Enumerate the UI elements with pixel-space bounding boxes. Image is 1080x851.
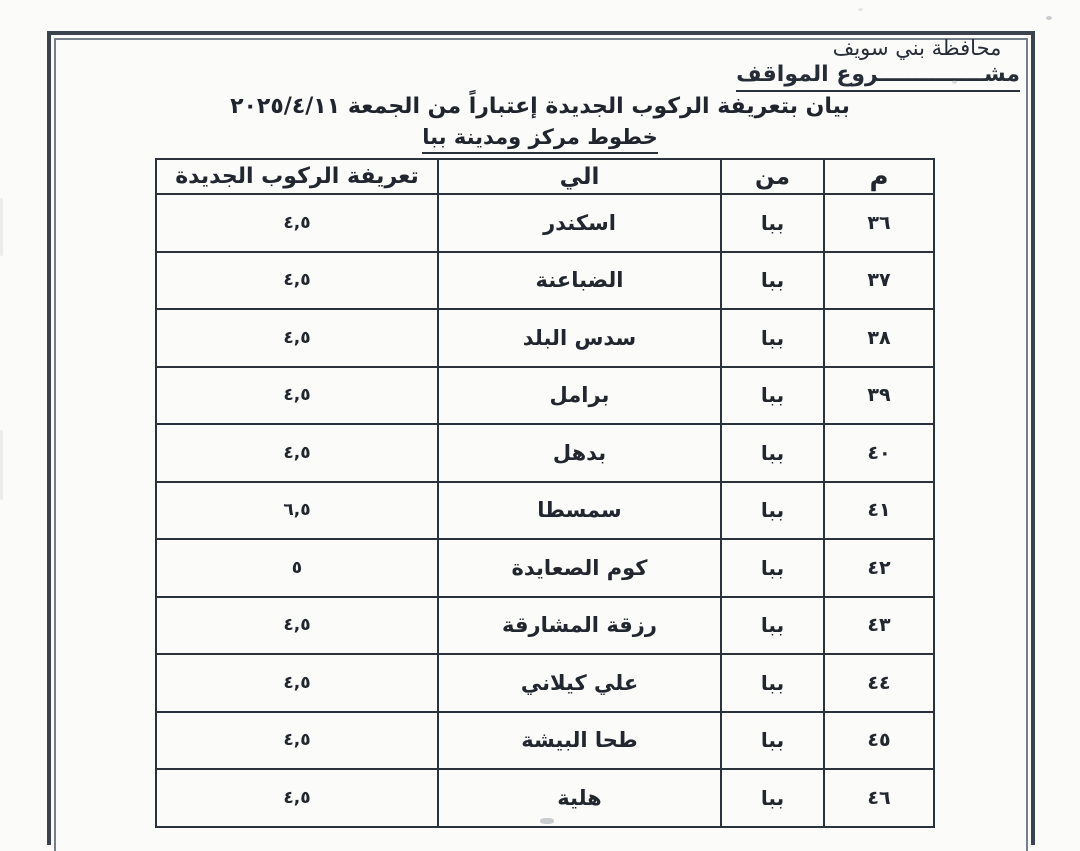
table-row bbox=[156, 252, 934, 310]
header-number: م bbox=[824, 159, 934, 194]
route-number: ٣٩ bbox=[824, 367, 934, 425]
route-to: اسكندر bbox=[438, 194, 721, 252]
route-to: الضباعنة bbox=[438, 252, 721, 310]
document-subtitle-wrap bbox=[0, 125, 1080, 154]
route-from: ببا bbox=[721, 194, 824, 252]
route-fare: ٤,٥ bbox=[156, 367, 438, 425]
route-to: سدس البلد bbox=[438, 309, 721, 367]
route-number: ٤٠ bbox=[824, 424, 934, 482]
route-fare: ٤,٥ bbox=[156, 252, 438, 310]
table-row bbox=[156, 712, 934, 770]
route-number: ٤٥ bbox=[824, 712, 934, 770]
scan-speck bbox=[858, 8, 863, 11]
header-from: من bbox=[721, 159, 824, 194]
table-row bbox=[156, 194, 934, 252]
route-fare: ٥ bbox=[156, 539, 438, 597]
route-fare: ٤,٥ bbox=[156, 309, 438, 367]
route-fare: ٤,٥ bbox=[156, 769, 438, 827]
letterhead-governorate: محافظة بني سويف bbox=[832, 36, 1002, 60]
table-header-row bbox=[156, 159, 934, 194]
table-row bbox=[156, 482, 934, 540]
header-to: الي bbox=[438, 159, 721, 194]
table-row bbox=[156, 309, 934, 367]
route-fare: ٤,٥ bbox=[156, 712, 438, 770]
route-from: ببا bbox=[721, 769, 824, 827]
table-row bbox=[156, 367, 934, 425]
route-from: ببا bbox=[721, 539, 824, 597]
route-number: ٣٧ bbox=[824, 252, 934, 310]
route-fare: ٤,٥ bbox=[156, 654, 438, 712]
route-number: ٣٨ bbox=[824, 309, 934, 367]
route-fare: ٤,٥ bbox=[156, 597, 438, 655]
route-number: ٣٦ bbox=[824, 194, 934, 252]
route-to: سمسطا bbox=[438, 482, 721, 540]
table-row bbox=[156, 597, 934, 655]
route-from: ببا bbox=[721, 597, 824, 655]
scan-speck bbox=[540, 818, 554, 824]
route-to: كوم الصعايدة bbox=[438, 539, 721, 597]
header-new-fare: تعريفة الركوب الجديدة bbox=[156, 159, 438, 194]
route-from: ببا bbox=[721, 654, 824, 712]
route-fare: ٤,٥ bbox=[156, 194, 438, 252]
table-row bbox=[156, 654, 934, 712]
route-to: طحا البيشة bbox=[438, 712, 721, 770]
scan-speck bbox=[0, 430, 3, 500]
route-from: ببا bbox=[721, 367, 824, 425]
table-row bbox=[156, 424, 934, 482]
letterhead-project: مشــــــــــــــروع المواقف bbox=[736, 62, 1020, 92]
route-number: ٤٤ bbox=[824, 654, 934, 712]
route-number: ٤٢ bbox=[824, 539, 934, 597]
document-subtitle: خطوط مركز ومدينة ببا bbox=[422, 125, 658, 154]
scan-speck bbox=[0, 198, 3, 256]
route-from: ببا bbox=[721, 482, 824, 540]
route-to: رزقة المشارقة bbox=[438, 597, 721, 655]
route-from: ببا bbox=[721, 309, 824, 367]
route-fare: ٤,٥ bbox=[156, 424, 438, 482]
route-from: ببا bbox=[721, 712, 824, 770]
route-number: ٤٣ bbox=[824, 597, 934, 655]
route-number: ٤٦ bbox=[824, 769, 934, 827]
route-number: ٤١ bbox=[824, 482, 934, 540]
route-to: علي كيلاني bbox=[438, 654, 721, 712]
scan-speck bbox=[952, 80, 957, 84]
route-from: ببا bbox=[721, 252, 824, 310]
table-row bbox=[156, 539, 934, 597]
route-to: بدهل bbox=[438, 424, 721, 482]
document-title: بيان بتعريفة الركوب الجديدة إعتباراً من الجمعة ٢٠٢٥/٤/١١ bbox=[230, 94, 850, 119]
fare-table bbox=[155, 158, 935, 828]
scan-speck bbox=[1046, 16, 1052, 20]
route-from: ببا bbox=[721, 424, 824, 482]
route-to: هلية bbox=[438, 769, 721, 827]
route-fare: ٦,٥ bbox=[156, 482, 438, 540]
route-to: برامل bbox=[438, 367, 721, 425]
